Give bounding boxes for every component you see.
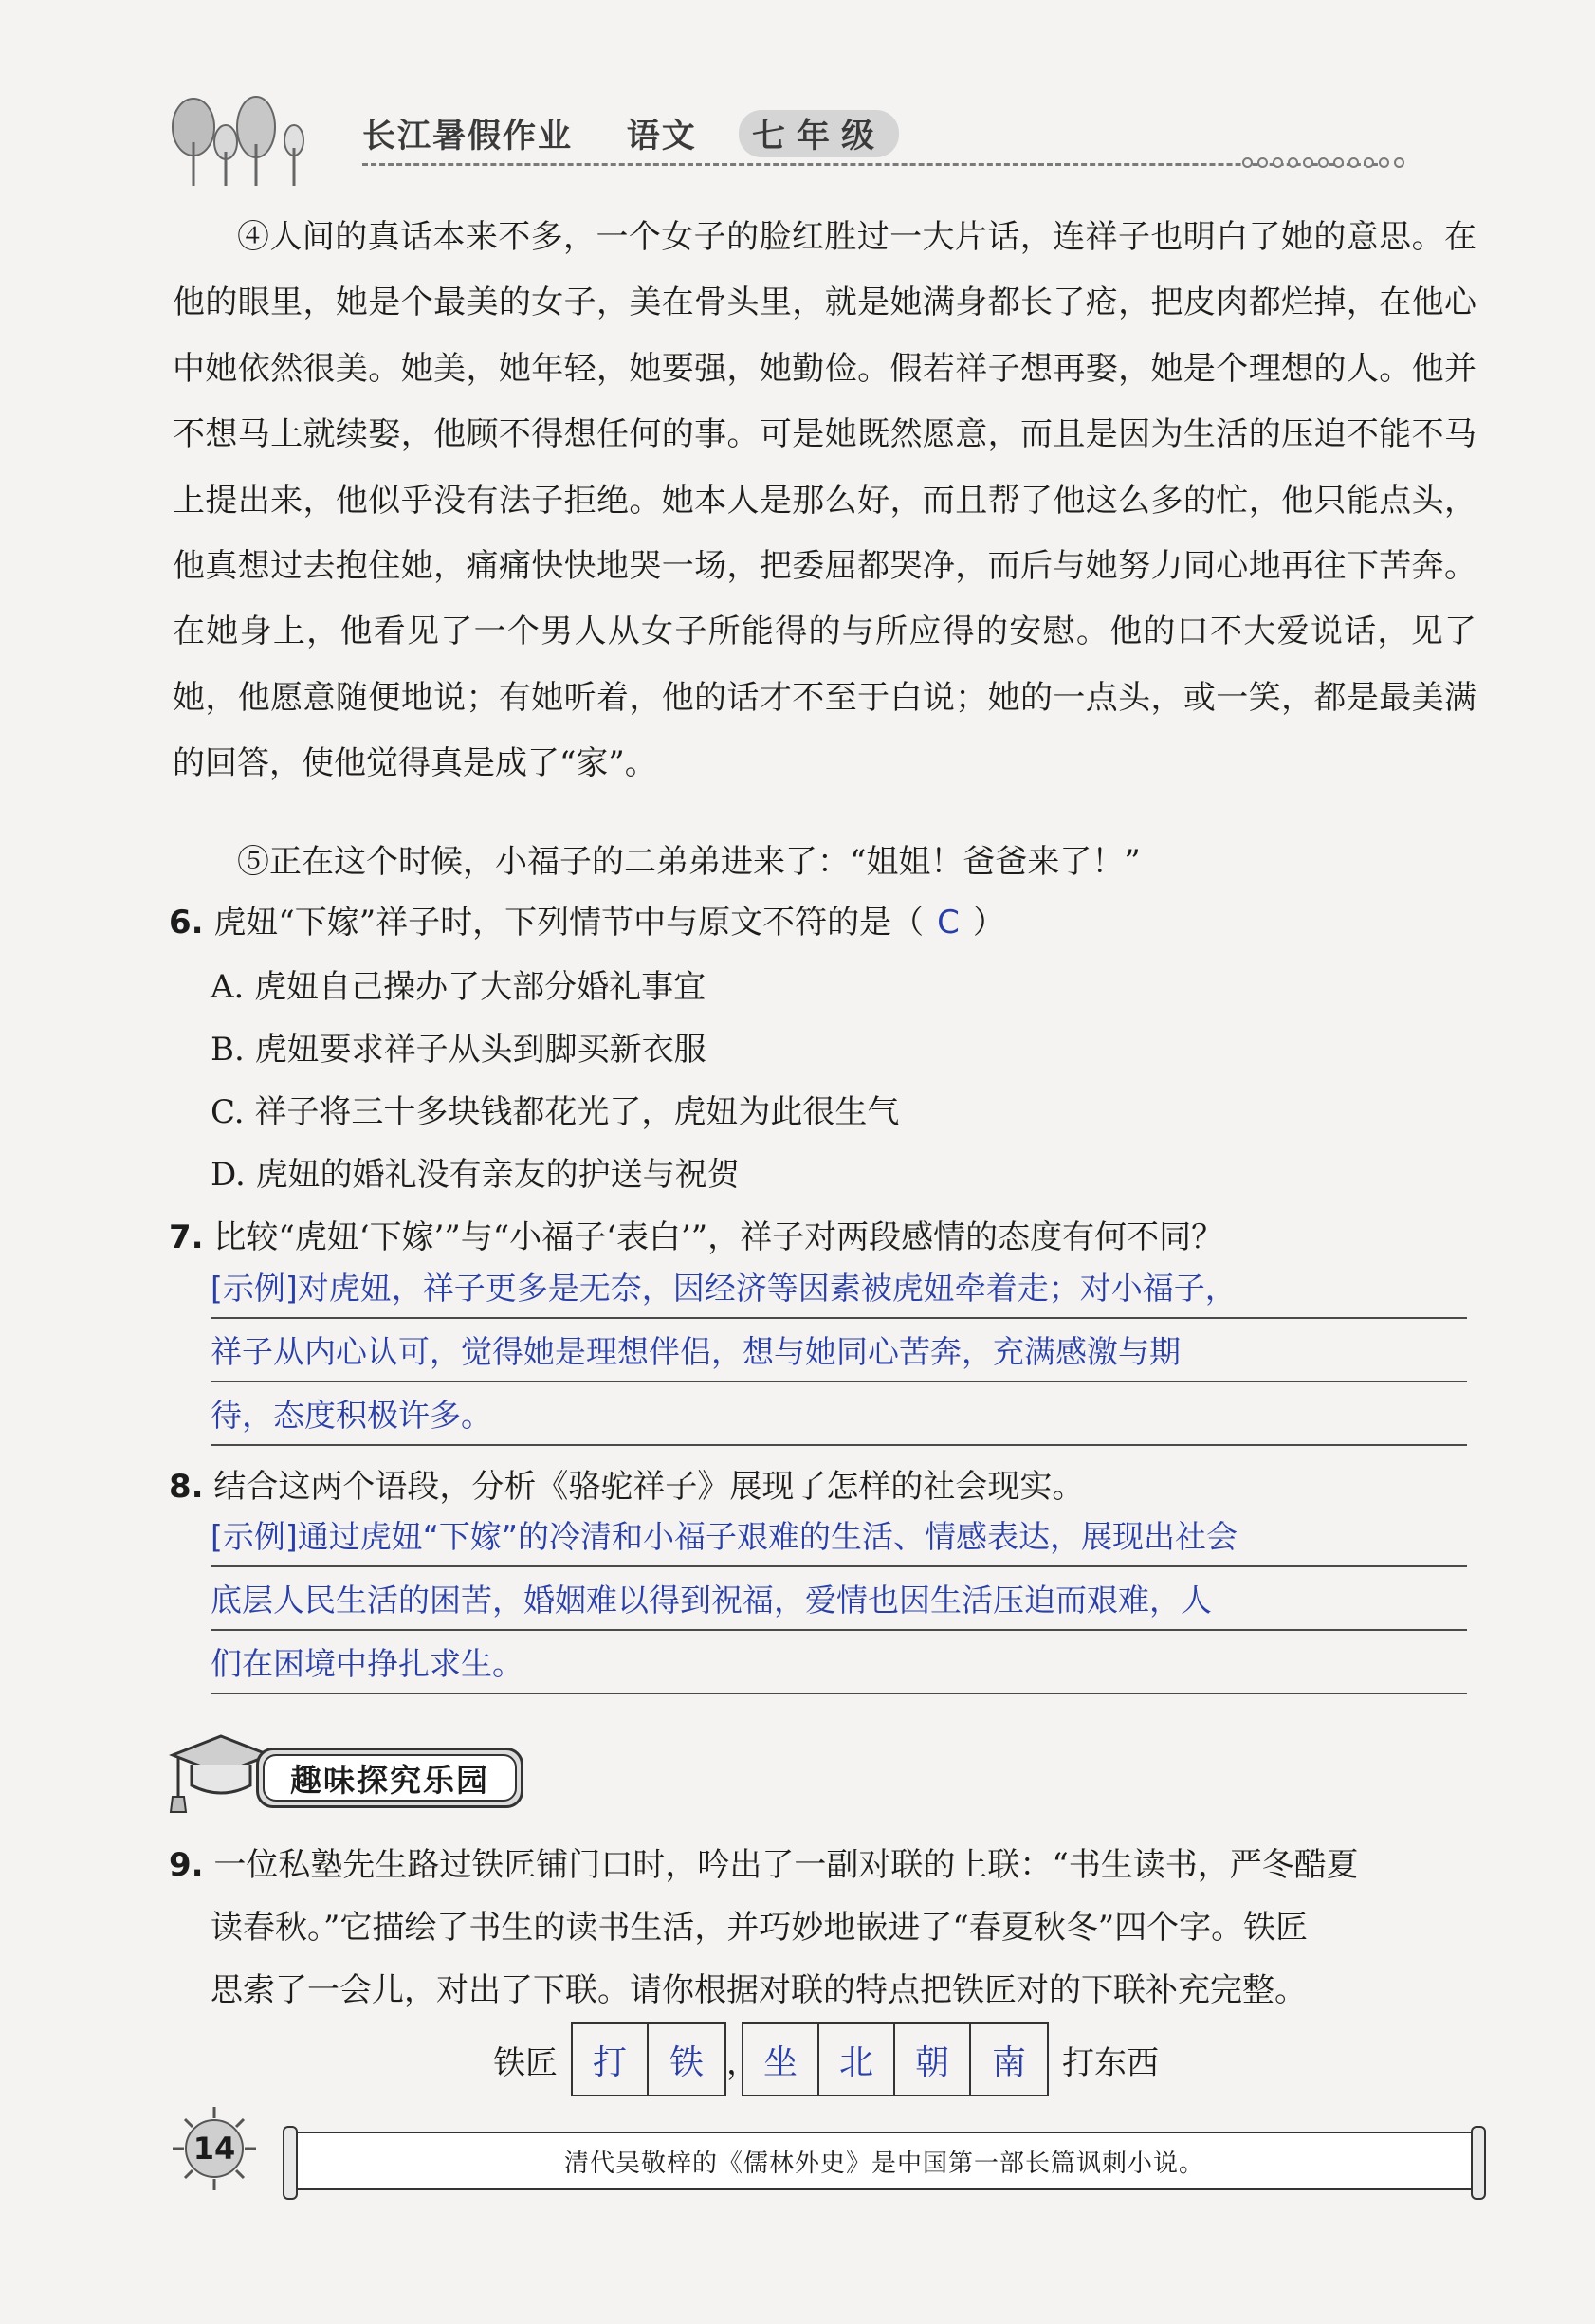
question-6-stem-close: ） — [972, 904, 1005, 942]
question-7-number: 7. — [169, 1218, 204, 1256]
answer-line: 待，态度积极许多。 — [211, 1382, 1467, 1446]
footer-note-scroll — [294, 2132, 1475, 2190]
option-b: B. 虎妞要求祥子从头到脚买新衣服 — [211, 1031, 706, 1069]
question-9-line-2: 读春秋。”它描绘了书生的读书生活，并巧妙地嵌进了“春夏秋冬”四个字。铁匠 — [211, 1909, 1309, 1947]
question-6-stem: 虎妞“下嫁”祥子时，下列情节中与原文不符的是（ — [213, 904, 925, 942]
header-title — [362, 110, 899, 157]
couplet-cell[interactable]: 打 — [573, 2024, 649, 2095]
couplet-group-2[interactable] — [742, 2022, 1049, 2096]
couplet-cell[interactable]: 朝 — [895, 2024, 971, 2095]
question-7-answer-area[interactable] — [211, 1255, 1467, 1446]
couplet-cell[interactable]: 坐 — [743, 2024, 819, 2095]
question-6-number: 6. — [169, 904, 204, 942]
couplet-prefix: 铁匠 — [493, 2043, 558, 2082]
question-9-line-3: 思索了一会儿，对出了下联。请你根据对联的特点把铁匠对的下联补充完整。 — [211, 1971, 1307, 2009]
answer-line: [示例]通过虎妞“下嫁”的冷清和小福子艰难的生活、情感表达，展现出社会 — [211, 1504, 1467, 1567]
question-6 — [169, 891, 1005, 954]
answer-line: [示例]对虎妞，祥子更多是无奈，因经济等因素被虎妞牵着走；对小福子， — [211, 1255, 1467, 1319]
question-7-stem: 比较“虎妞‘下嫁’”与“小福子‘表白’”，祥子对两段感情的态度有何不同？ — [213, 1218, 1224, 1256]
passage-paragraph-4: ④人间的真话本来不多，一个女子的脸红胜过一大片话，连祥子也明白了她的意思。在他的眼里，她是个最美的女子，美在骨头里，就是她满身都长了疮，把皮肉都烂掉，在他心中她依然很美。她美，她年轻，她要强，她勤俭。假若祥子想再娶，她是个理想的人。他并不想马上就续娶，他顾不得想任何的事。可是她既然愿意，而且是因为生活的压迫不能不马上提出来，他似乎没有法子拒绝。她本人是那么好，而且帮了他这么多的忙，他只能点头，他真想过去抱住她，痛痛快快地哭一场，把委屈都哭净，而后与她努力同心地再往下苦奔。在她身上，他看见了一个男人从女子所能得的与所应得的安慰。他的口不大爱说话，见了她，他愿意随便地说；有她听着，他的话才不至于白说；她的一点头，或一笑，都是最美满的回答，使他觉得真是成了“家”。 — [173, 218, 1476, 783]
answer-line: 祥子从内心认可，觉得她是理想伴侣，想与她同心苦奔，充满感激与期 — [211, 1319, 1467, 1382]
question-6-answer[interactable]: C — [937, 904, 960, 942]
header-grade: 七年级 — [739, 110, 899, 157]
question-8-number: 8. — [169, 1468, 204, 1506]
answer-line: 们在困境中挣扎求生。 — [211, 1631, 1467, 1694]
section-title-box — [256, 1748, 523, 1808]
trees-icon — [161, 95, 351, 190]
page-number: 14 — [192, 2131, 236, 2167]
section-title: 趣味探究乐园 — [263, 1754, 517, 1802]
couplet-cell[interactable]: 铁 — [669, 2042, 704, 2082]
footer-note: 清代吴敬梓的《儒林外史》是中国第一部长篇讽刺小说。 — [563, 2149, 1204, 2178]
question-9-line-1: 一位私塾先生路过铁匠铺门口时，吟出了一副对联的上联：“书生读书，严冬酷夏 — [213, 1846, 1359, 1884]
couplet-suffix: 打东西 — [1062, 2043, 1159, 2082]
header-book: 长江暑假作业 — [362, 118, 574, 156]
header-rule — [362, 163, 1386, 166]
couplet-separator: ， — [726, 2043, 759, 2082]
question-8-stem: 结合这两个语段，分析《骆驼祥子》展现了怎样的社会现实。 — [213, 1468, 1085, 1506]
page-number-badge — [171, 2105, 258, 2192]
question-9-number: 9. — [169, 1846, 204, 1884]
option-c: C. 祥子将三十多块钱都花光了，虎妞为此很生气 — [211, 1093, 900, 1131]
couplet-cell[interactable]: 北 — [819, 2024, 895, 2095]
couplet-cell[interactable]: 南 — [991, 2042, 1026, 2082]
option-d: D. 虎妞的婚礼没有亲友的护送与祝贺 — [211, 1156, 740, 1194]
question-9 — [169, 1834, 1359, 1896]
question-8-answer-area[interactable] — [211, 1504, 1467, 1694]
option-a: A. 虎妞自己操办了大部分婚礼事宜 — [211, 968, 706, 1006]
page-header — [161, 95, 1470, 190]
passage-paragraph-5: ⑤正在这个时候，小福子的二弟弟进来了：“姐姐！爸爸来了！” — [237, 843, 1141, 881]
header-dots — [1242, 157, 1404, 168]
couplet-group-1[interactable] — [571, 2022, 726, 2096]
header-subject: 语文 — [626, 118, 697, 156]
couplet-answer — [493, 2022, 1159, 2097]
answer-line: 底层人民生活的困苦，婚姻难以得到祝福，爱情也因生活压迫而艰难，人 — [211, 1567, 1467, 1631]
section-header — [169, 1730, 529, 1816]
